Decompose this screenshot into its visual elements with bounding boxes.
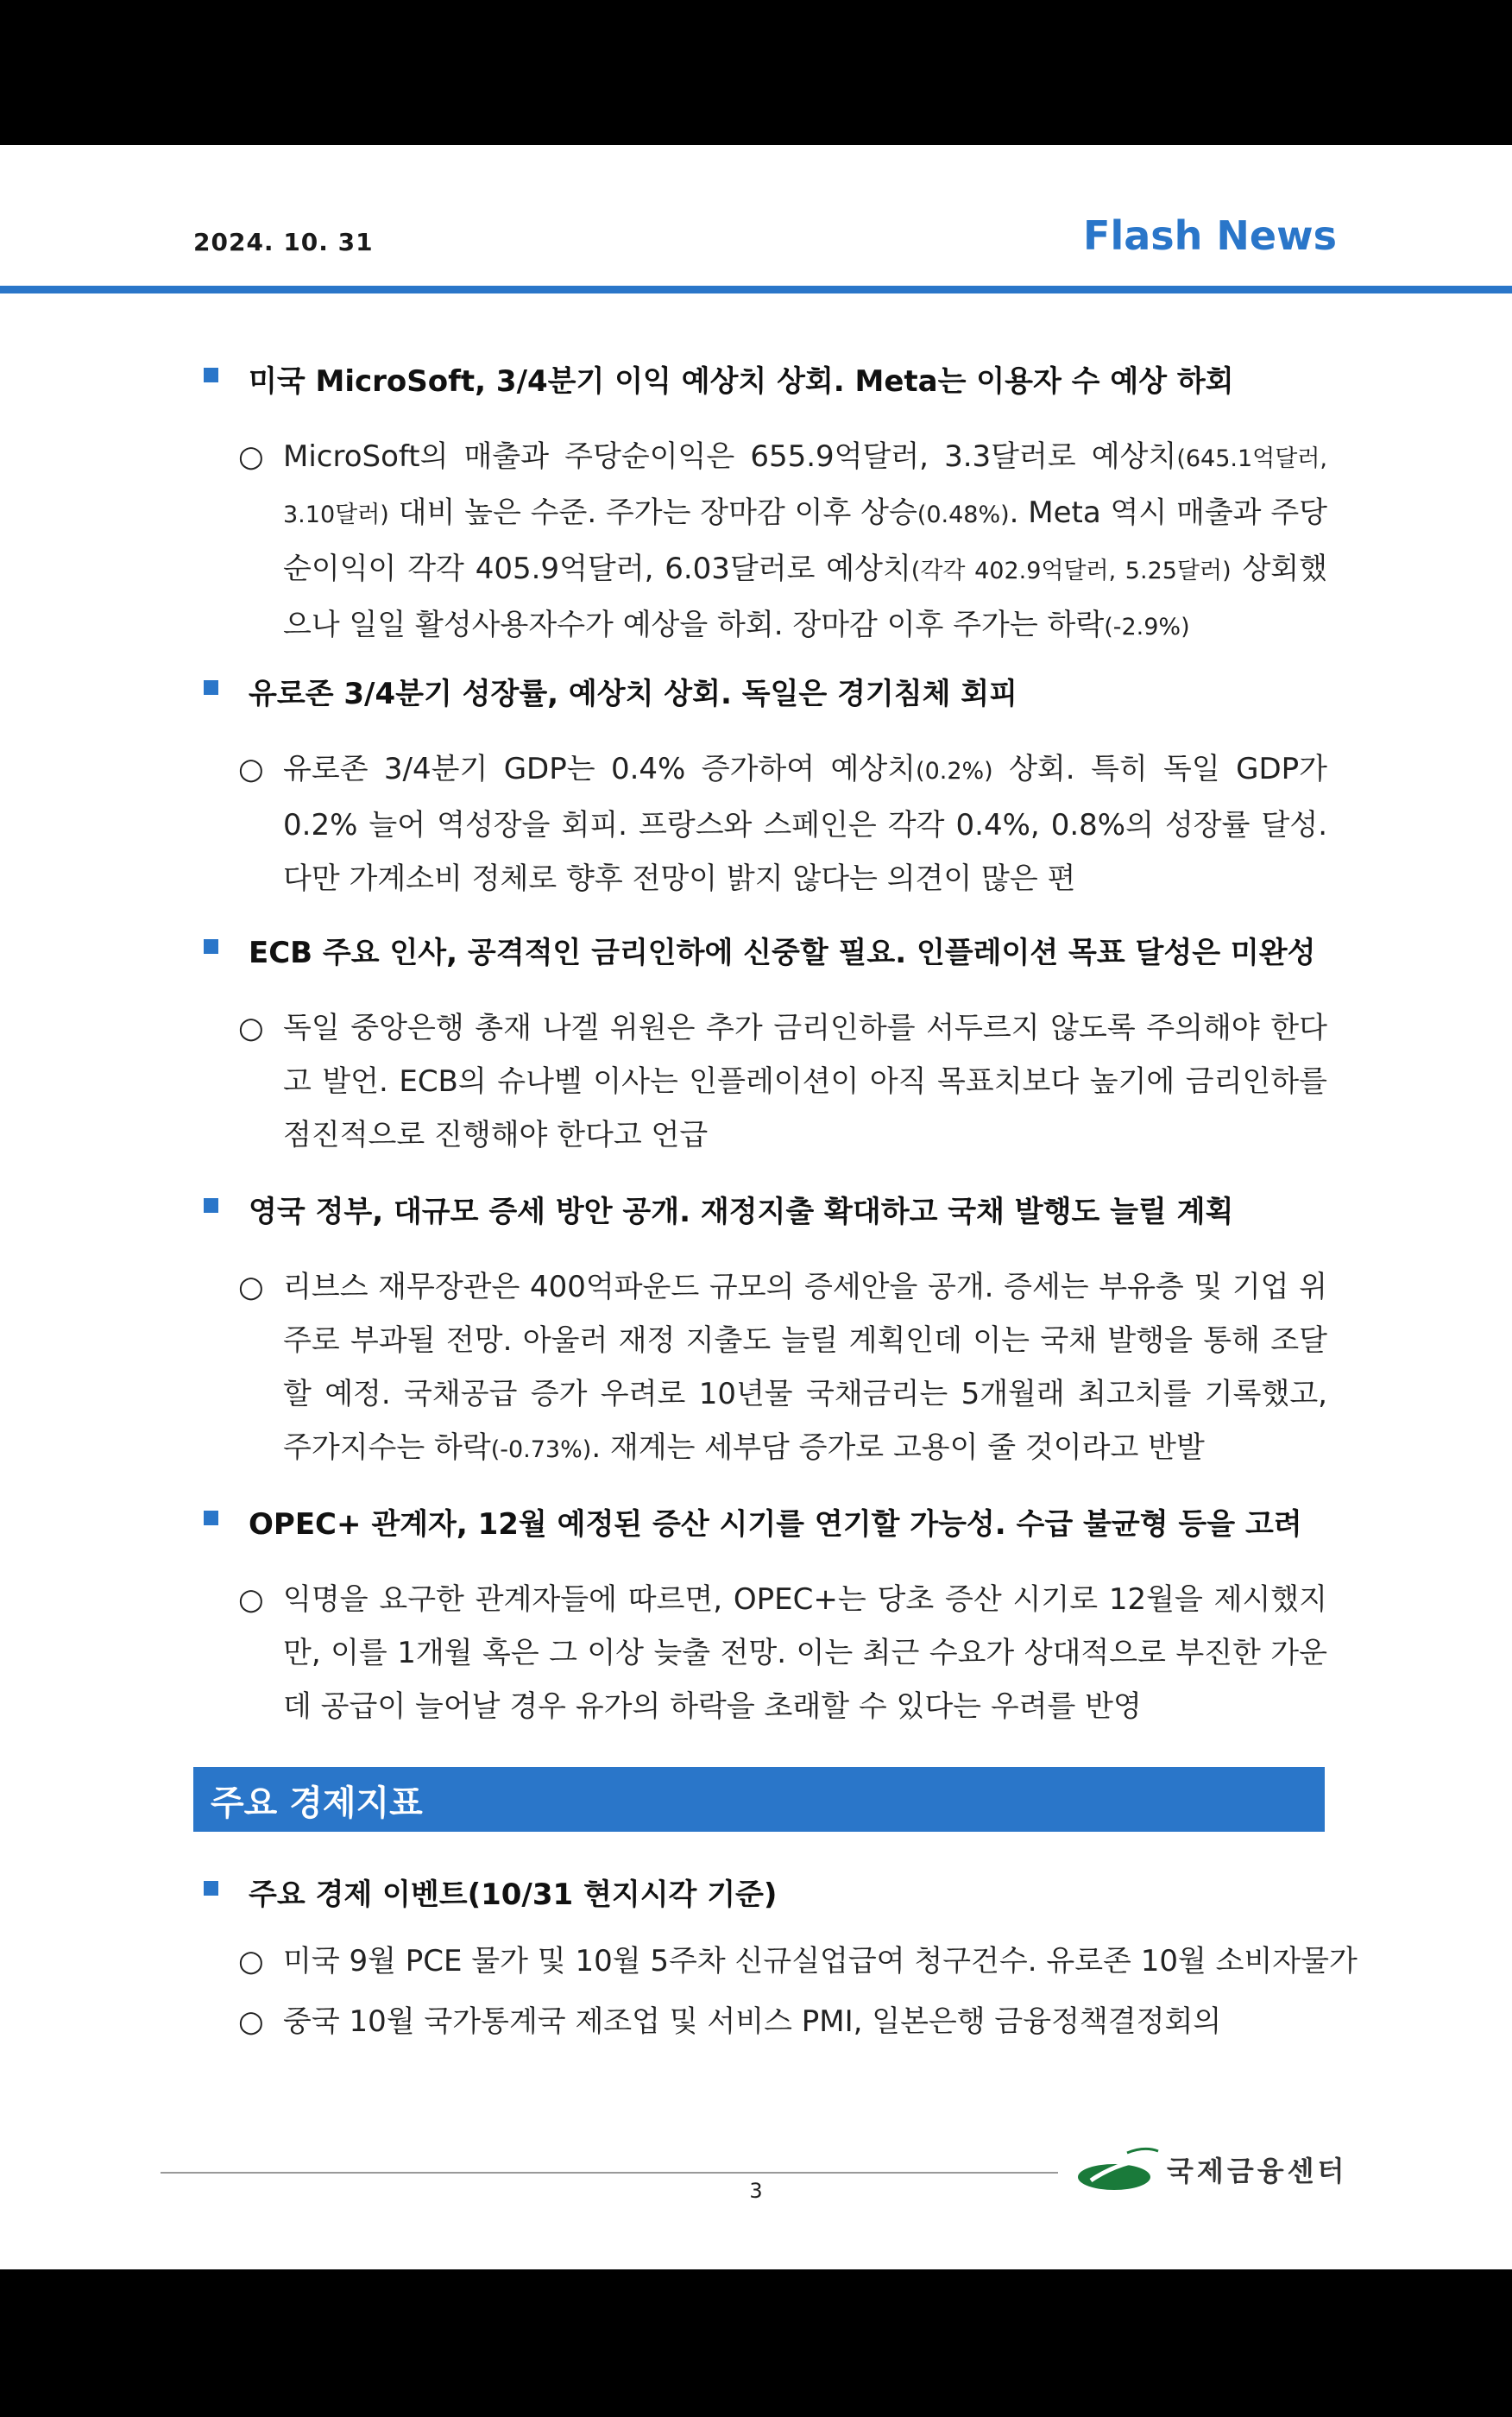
events-heading: 주요 경제 이벤트(10/31 현지시각 기준) [207,1871,1391,1913]
section-body [238,1260,1327,1477]
circle-bullet-icon: ○ [238,1944,264,1978]
circle-bullet-icon: ○ [238,2004,264,2039]
circle-bullet-icon: ○ [238,439,264,474]
footer-logo-text: 국제금융센터 [1167,2155,1348,2187]
square-bullet-icon [204,939,218,954]
report-title: Flash News [1083,212,1337,259]
paragraph: MicroSoft의 매출과 주당순이익은 655.9억달러, 3.3달러로 예상치(645.1억달러, 3.10달러) 대비 높은 수준. 주가는 장마감 이후 상승(0.48%). Meta 역시 매출과 주당순이익이 각각 405.9억달러, 6.03달러로 예상치(각각 402.9억달러, 5.25달러) 상회했으나 일일 활성사용자수가 예상을 하회. 장마감 이후 주가는 하락(-2.9%) [283,439,1328,642]
circle-bullet-icon: ○ [238,1582,264,1617]
section-heading: 유로존 3/4분기 성장률, 예상치 상회. 독일은 경기침체 회피 [207,670,1391,712]
square-bullet-icon [204,680,218,695]
paragraph: 유로존 3/4분기 GDP는 0.4% 증가하여 예상치(0.2%) 상회. 특히 독일 GDP가 0.2% 늘어 역성장을 회피. 프랑스와 스페인은 각각 0.4%, 0.8%의 성장률 달성. 다만 가계소비 정체로 향후 전망이 밝지 않다는 의견이 많은 편 [283,752,1327,896]
paragraph: 리브스 재무장관은 400억파운드 규모의 증세안을 공개. 증세는 부유층 및 기업 위주로 부과될 전망. 아울러 재정 지출도 늘릴 계획인데 이는 국채 발행을 통해 조달할 예정. 국채공급 증가 우려로 10년물 국채금리는 5개월래 최고치를 기록했고, 주가지수는 하락(-0.73%). 재계는 세부담 증가로 고용이 줄 것이라고 반발 [283,1270,1327,1465]
section-heading: ECB 주요 인사, 공격적인 금리인하에 신중할 필요. 인플레이션 목표 달성은 미완성 [207,929,1391,971]
document-page [0,145,1512,2269]
event-item: ○ 중국 10월 국가통계국 제조업 및 서비스 PMI, 일본은행 금융정책결정회의 [238,2001,1327,2042]
footer-rule [161,2172,1058,2174]
circle-bullet-icon: ○ [238,1270,264,1304]
square-bullet-icon [204,1881,218,1896]
page-number: 3 [749,2179,763,2203]
header-rule [0,286,1512,293]
section-heading: OPEC+ 관계자, 12월 예정된 증산 시기를 연기할 가능성. 수급 불균형 등을 고려 [207,1500,1391,1543]
section-heading: 영국 정부, 대규모 증세 방안 공개. 재정지출 확대하고 국채 발행도 늘릴 계획 [207,1188,1391,1230]
section-body [238,430,1327,654]
section-body [238,1573,1327,1733]
circle-bullet-icon: ○ [238,752,264,786]
square-bullet-icon [204,368,218,382]
section-body [238,1001,1327,1162]
circle-bullet-icon: ○ [238,1011,264,1045]
section-body [238,742,1327,906]
paragraph: 익명을 요구한 관계자들에 따르면, OPEC+는 당초 증산 시기로 12월을 제시했지만, 이를 1개월 혹은 그 이상 늦출 전망. 이는 최근 수요가 상대적으로 부진한 가운데 공급이 늘어날 경우 유가의 하락을 초래할 수 있다는 우려를 반영 [283,1582,1327,1724]
square-bullet-icon [204,1511,218,1525]
paragraph: 독일 중앙은행 총재 나겔 위원은 추가 금리인하를 서두르지 않도록 주의해야 한다고 발언. ECB의 슈나벨 이사는 인플레이션이 아직 목표치보다 높기에 금리인하를 점진적으로 진행해야 한다고 언급 [283,1011,1327,1152]
report-date: 2024. 10. 31 [193,228,374,256]
square-bullet-icon [204,1198,218,1213]
event-item: ○ 미국 9월 PCE 물가 및 10월 5주차 신규실업급여 청구건수. 유로존 10월 소비자물가 [238,1941,1327,1982]
indicators-banner: 주요 경제지표 [193,1767,1325,1832]
section-heading: 미국 MicroSoft, 3/4분기 이익 예상치 상회. Meta는 이용자 수 예상 하회 [207,357,1391,400]
